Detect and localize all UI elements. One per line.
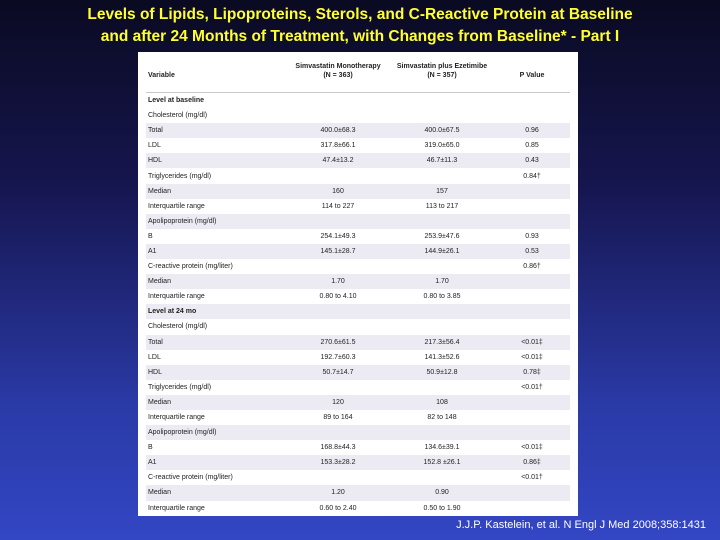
cell-p-value: <0.01‡ (521, 444, 543, 452)
cell-variable: Interquartile range (148, 504, 205, 512)
cell-monotherapy (286, 108, 390, 123)
cell-monotherapy (286, 319, 390, 334)
cell-variable: Median (146, 485, 286, 500)
cell-variable: C-reactive protein (mg/liter) (148, 263, 233, 271)
cell-monotherapy: 1.70 (286, 274, 390, 289)
cell-monotherapy: 317.8±66.1 (320, 142, 356, 150)
cell-ezetimibe: 82 to 148 (427, 414, 457, 422)
cell-p-value: <0.01† (521, 383, 543, 391)
cell-variable: B (148, 232, 153, 240)
cell-variable: B (148, 444, 153, 452)
cell-ezetimibe: 400.0±67.5 (390, 123, 494, 138)
cell-ezetimibe (390, 319, 494, 334)
cell-monotherapy: 1.20 (286, 485, 390, 500)
cell-ezetimibe (390, 93, 494, 109)
group-row (146, 108, 570, 123)
cell-variable: A1 (146, 244, 286, 259)
cell-ezetimibe: 50.9±12.8 (390, 365, 494, 380)
cell-variable: HDL (146, 365, 286, 380)
cell-ezetimibe (390, 470, 494, 485)
cell-ezetimibe: 152.8 ±26.1 (390, 455, 494, 470)
table-row (146, 138, 570, 153)
cell-variable: Total (146, 335, 286, 350)
cell-variable: C-reactive protein (mg/liter) (148, 474, 233, 482)
cell-monotherapy: 400.0±68.3 (286, 123, 390, 138)
cell-monotherapy: 270.6±61.5 (286, 335, 390, 350)
cell-p-value: 0.86‡ (494, 455, 570, 470)
table-row (146, 485, 570, 500)
cell-monotherapy (286, 470, 390, 485)
cell-ezetimibe (390, 259, 494, 274)
cell-p-value (494, 410, 570, 425)
section-row (146, 304, 570, 319)
group-row (146, 319, 570, 334)
cell-p-value (494, 304, 570, 319)
group-row (146, 214, 570, 229)
cell-p-value (494, 289, 570, 304)
cell-monotherapy (286, 214, 390, 229)
cell-ezetimibe: 108 (390, 395, 494, 410)
cell-monotherapy (286, 304, 390, 319)
cell-ezetimibe: 1.70 (390, 274, 494, 289)
group-row (146, 380, 570, 395)
cell-monotherapy: 168.8±44.3 (320, 444, 356, 452)
table-row (146, 410, 570, 425)
table-body (146, 93, 570, 516)
cell-monotherapy: 120 (286, 395, 390, 410)
cell-p-value: 0.53 (494, 244, 570, 259)
cell-monotherapy: 0.60 to 2.40 (319, 504, 357, 512)
cell-monotherapy: 160 (286, 184, 390, 199)
cell-monotherapy: 153.3±28.2 (286, 455, 390, 470)
header-p-value: P Value (494, 62, 570, 93)
group-row (146, 470, 570, 485)
cell-variable: Interquartile range (148, 293, 205, 301)
cell-variable: Triglycerides (mg/dl) (148, 172, 212, 180)
table-row (146, 335, 570, 350)
cell-variable: Cholesterol (mg/dl) (148, 112, 208, 120)
cell-variable: Total (146, 123, 286, 138)
cell-variable: Median (146, 184, 286, 199)
cell-monotherapy (286, 93, 390, 109)
table-row (146, 229, 570, 244)
cell-p-value (494, 199, 570, 214)
cell-p-value (494, 184, 570, 199)
citation: J.J.P. Kastelein, et al. N Engl J Med 2008;358:1431 (456, 519, 706, 531)
table-row (146, 455, 570, 470)
cell-monotherapy: 114 to 227 (321, 202, 355, 210)
group-row (146, 425, 570, 440)
cell-variable: LDL (148, 353, 161, 361)
cell-ezetimibe: 157 (390, 184, 494, 199)
cell-monotherapy: 254.1±49.3 (320, 232, 356, 240)
cell-variable: Interquartile range (148, 202, 205, 210)
cell-ezetimibe: 144.9±26.1 (390, 244, 494, 259)
cell-monotherapy: 47.4±13.2 (286, 153, 390, 168)
cell-ezetimibe: 46.7±11.3 (390, 153, 494, 168)
cell-ezetimibe (390, 380, 494, 395)
cell-variable: Level at baseline (148, 97, 205, 105)
cell-variable: Interquartile range (148, 414, 205, 422)
table-row (146, 123, 570, 138)
cell-ezetimibe: 134.6±39.1 (424, 444, 460, 452)
cell-ezetimibe: 113 to 217 (425, 202, 459, 210)
cell-variable: HDL (146, 153, 286, 168)
table-row (146, 274, 570, 289)
cell-p-value: 0.86† (523, 263, 541, 271)
section-row (146, 93, 570, 109)
group-row (146, 168, 570, 183)
group-row (146, 259, 570, 274)
header-simvastatin-plus-ezetimibe: Simvastatin plus Ezetimibe (N = 357) (390, 62, 494, 93)
cell-ezetimibe (390, 425, 494, 440)
table-row (146, 199, 570, 214)
cell-monotherapy (286, 425, 390, 440)
cell-ezetimibe: 0.80 to 3.85 (423, 293, 461, 301)
table-row (146, 184, 570, 199)
cell-p-value (494, 214, 570, 229)
table-row (146, 365, 570, 380)
cell-variable: Level at 24 mo (146, 304, 286, 319)
cell-p-value (494, 485, 570, 500)
table-row (146, 395, 570, 410)
table-row (146, 440, 570, 455)
table-row (146, 244, 570, 259)
cell-p-value: 0.93 (525, 232, 539, 240)
cell-ezetimibe (390, 168, 494, 183)
cell-p-value (494, 319, 570, 334)
cell-p-value: 0.96 (494, 123, 570, 138)
cell-ezetimibe: 217.3±56.4 (390, 335, 494, 350)
cell-monotherapy (286, 168, 390, 183)
cell-variable: Apolipoprotein (mg/dl) (146, 214, 286, 229)
cell-p-value: 0.85 (525, 142, 539, 150)
cell-ezetimibe: 253.9±47.6 (424, 232, 460, 240)
cell-variable: Median (146, 395, 286, 410)
cell-monotherapy: 50.7±14.7 (286, 365, 390, 380)
cell-variable: Apolipoprotein (mg/dl) (146, 425, 286, 440)
cell-p-value: <0.01‡ (521, 353, 543, 361)
cell-variable: Cholesterol (mg/dl) (148, 323, 208, 331)
cell-p-value: 0.84† (523, 172, 541, 180)
cell-ezetimibe (390, 304, 494, 319)
cell-variable: A1 (146, 455, 286, 470)
table-row (146, 153, 570, 168)
cell-p-value (494, 108, 570, 123)
cell-ezetimibe: 141.3±52.6 (424, 353, 460, 361)
cell-p-value: <0.01‡ (494, 335, 570, 350)
cell-p-value (494, 395, 570, 410)
cell-monotherapy (286, 380, 390, 395)
cell-p-value (494, 501, 570, 516)
cell-ezetimibe: 0.90 (390, 485, 494, 500)
table-row (146, 350, 570, 365)
cell-variable: LDL (148, 142, 161, 150)
header-variable: Variable (146, 62, 286, 93)
cell-p-value (494, 425, 570, 440)
data-table (146, 62, 570, 516)
cell-p-value: <0.01† (521, 474, 543, 482)
table-panel (138, 52, 578, 516)
cell-ezetimibe (390, 108, 494, 123)
cell-p-value: 0.78‡ (494, 365, 570, 380)
cell-monotherapy: 192.7±60.3 (320, 353, 356, 361)
cell-variable: Median (146, 274, 286, 289)
table-header-row (146, 62, 570, 93)
cell-p-value (494, 93, 570, 109)
cell-monotherapy: 89 to 164 (323, 414, 353, 422)
cell-ezetimibe: 0.50 to 1.90 (423, 504, 461, 512)
slide-title (0, 4, 720, 48)
cell-ezetimibe (390, 214, 494, 229)
title-line-2: and after 24 Months of Treatment, with Changes from Baseline* - Part I (100, 28, 620, 45)
title-line-1: Levels of Lipids, Lipoproteins, Sterols, and C-Reactive Protein at Baseline (87, 6, 633, 23)
cell-p-value (494, 274, 570, 289)
cell-monotherapy: 145.1±28.7 (286, 244, 390, 259)
cell-monotherapy (286, 259, 390, 274)
cell-monotherapy: 0.80 to 4.10 (319, 293, 357, 301)
cell-p-value: 0.43 (494, 153, 570, 168)
cell-variable: Triglycerides (mg/dl) (148, 383, 212, 391)
cell-ezetimibe: 319.0±65.0 (424, 142, 460, 150)
table-row (146, 289, 570, 304)
header-simvastatin-monotherapy: Simvastatin Monotherapy (N = 363) (286, 62, 390, 93)
table-row (146, 501, 570, 516)
